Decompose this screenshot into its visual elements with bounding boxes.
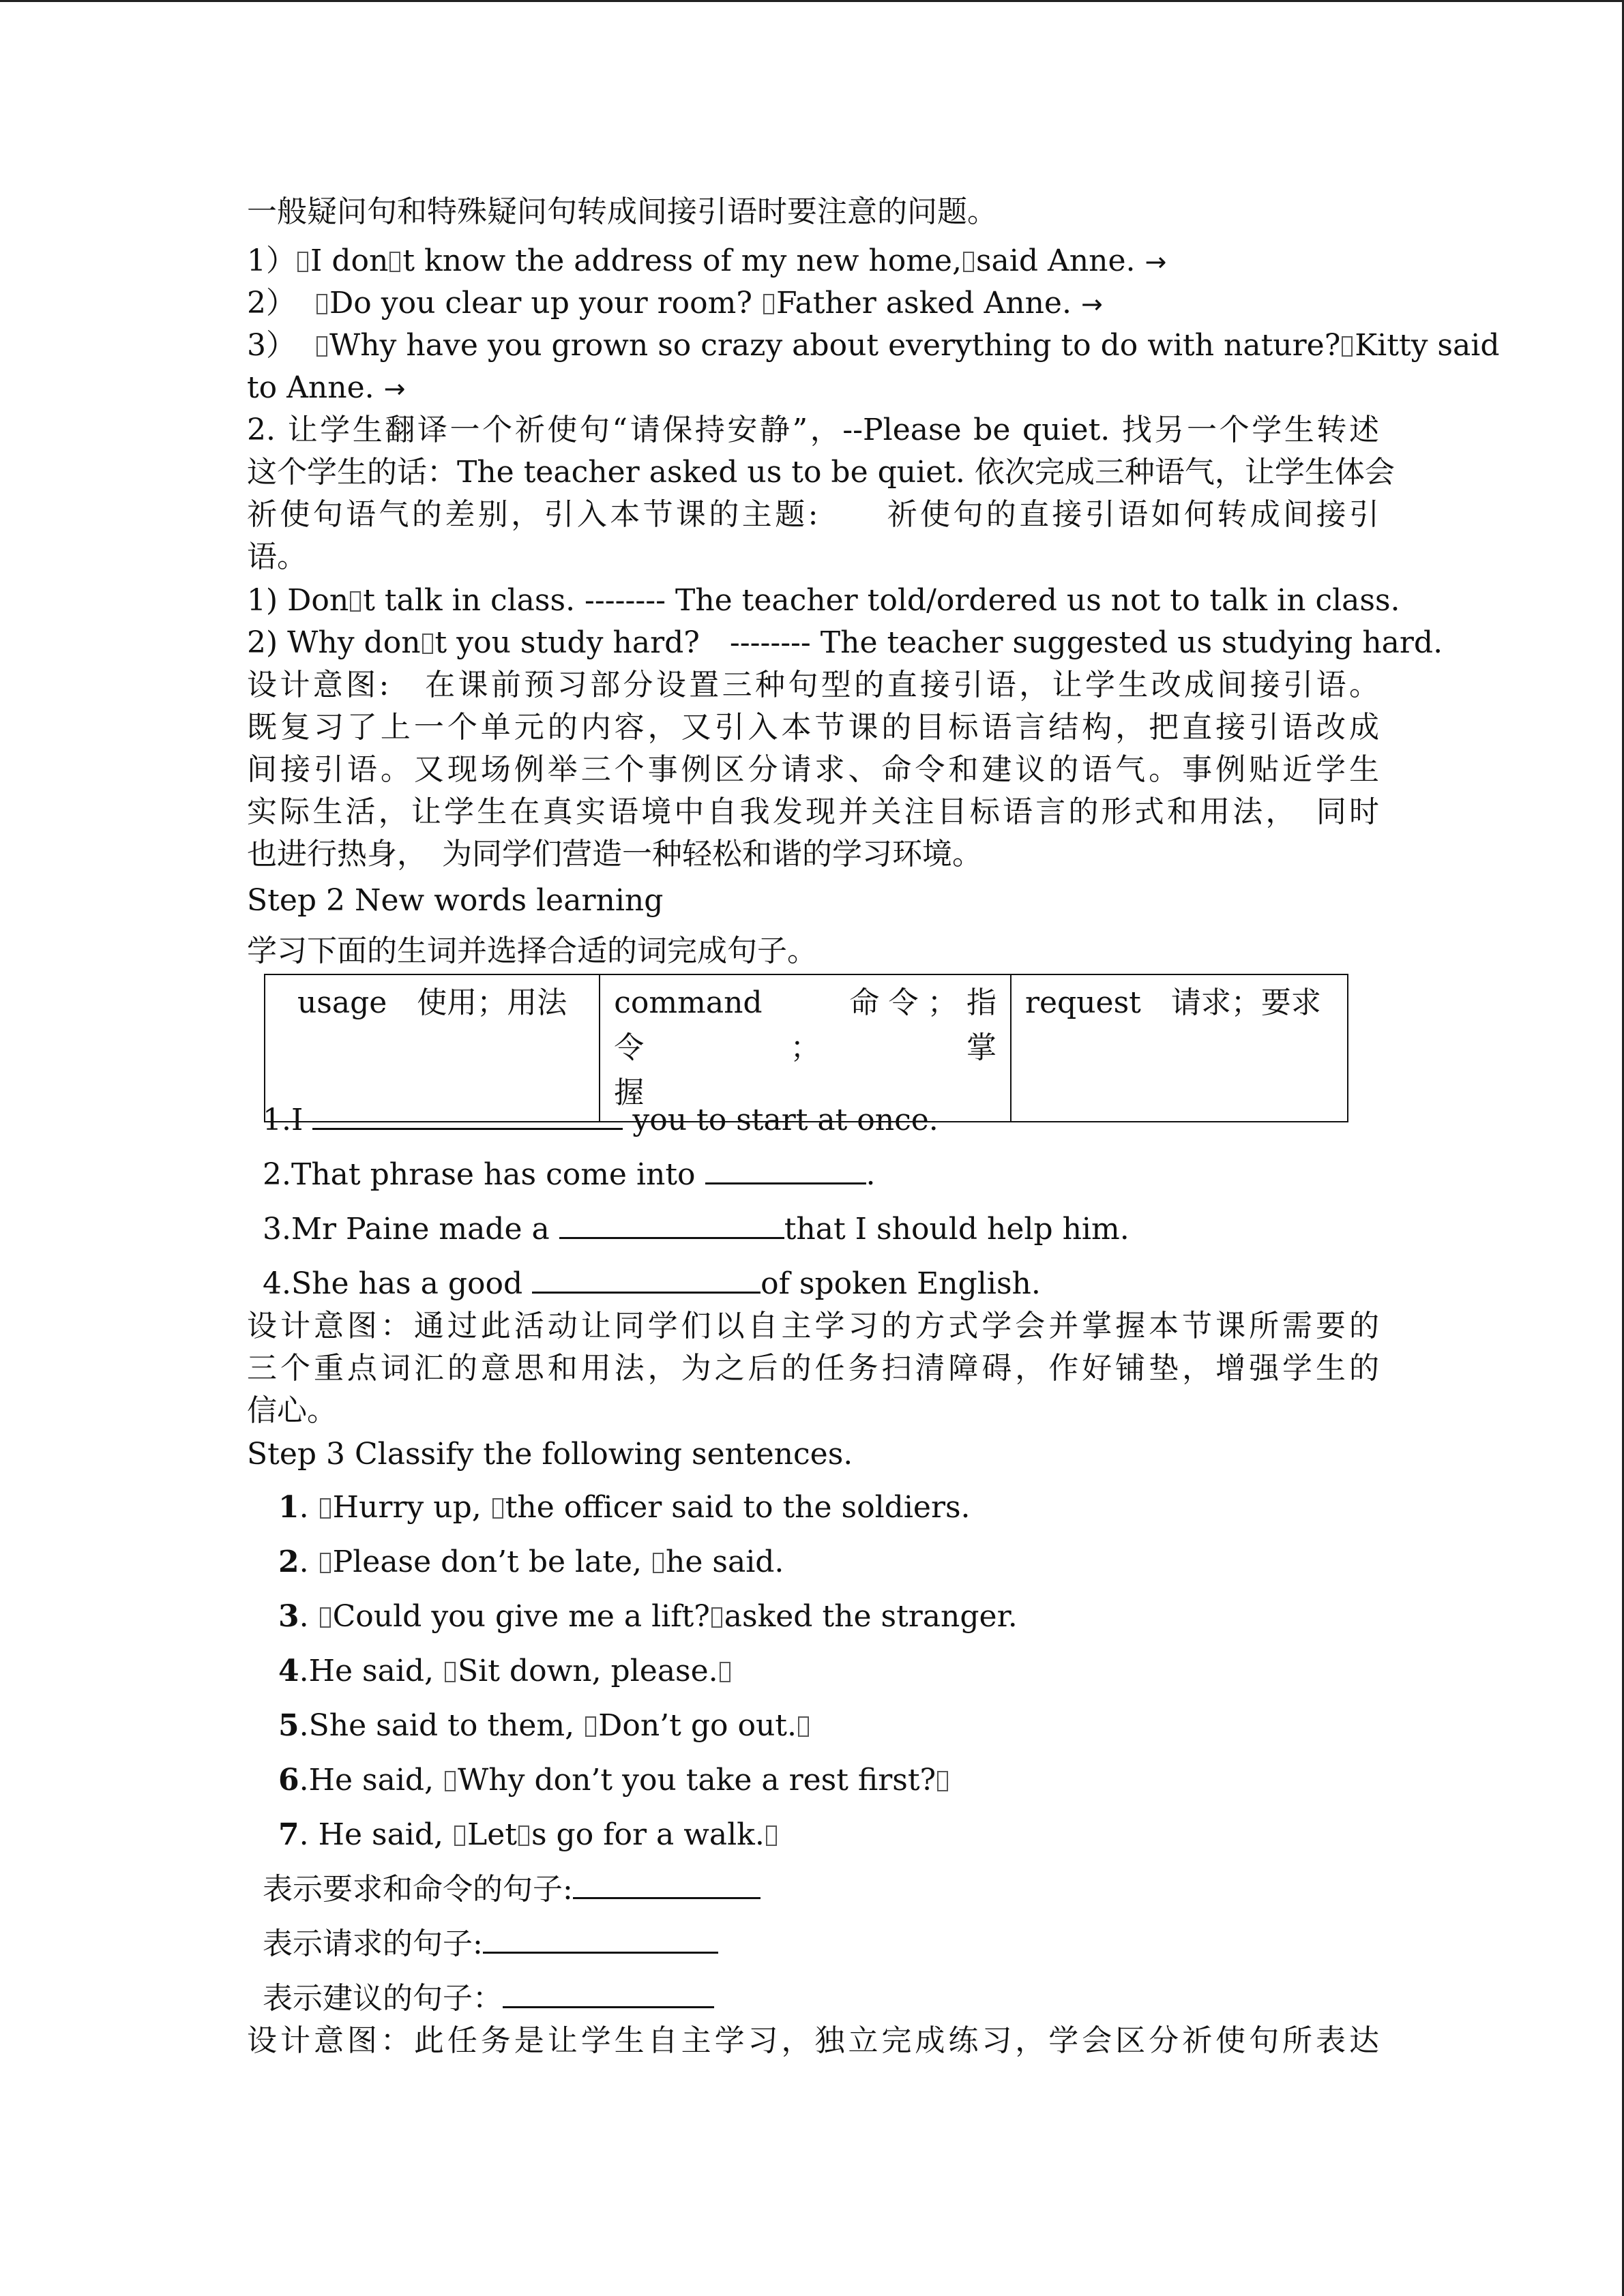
page-border-top (0, 0, 1624, 2)
design1-line-5: 也进行热身， 为同学们营造一种轻松和谐的学习环境。 (247, 837, 982, 871)
imperative-line-3: 祈使句语气的差别，引入本节课的主题: 祈使句的直接引语如何转成间接引 (247, 497, 1379, 532)
design3-line-1: 设计意图：此任务是让学生自主学习，独立完成练习，学会区分祈使句所表达 (247, 2023, 1379, 2058)
category-suggestion: 表示建议的句子： (263, 1978, 1395, 2020)
imperative-line-2: 这个学生的话：The teacher asked us to be quiet. 依次完成三种语气，让学生体会 (247, 455, 1395, 490)
imperative-line-4: 语。 (247, 539, 307, 574)
example-1: 1) Don t talk in class. -------- The teacher told/ordered us not to talk in class. (247, 583, 1400, 618)
classify-item-1: 1. Hurry up, the officer said to the soldiers. (278, 1490, 971, 1525)
vocab-request: request 请求；要求 (1011, 974, 1348, 1122)
classify-item-7: 7. He said, Let s go for a walk. (278, 1814, 1411, 1856)
arrow-icon: → (383, 374, 406, 404)
classify-item-6: 6.He said, Why don’t you take a rest first? (278, 1759, 1411, 1802)
step2-title: Step 2 New words learning (247, 883, 664, 918)
classify-item-2: 2. Please don’t be late, he said. (278, 1545, 784, 1579)
question-1: 1） I don t know the address of my new home, said Anne. → (247, 243, 1167, 278)
design1-line-2: 既复习了上一个单元的内容，又引入本节课的目标语言结构，把直接引语改成 (247, 710, 1379, 745)
design2-line-3: 信心。 (247, 1393, 337, 1428)
design2-line-2: 三个重点词汇的意思和用法，为之后的任务扫清障碍，作好铺垫，增强学生的 (247, 1351, 1379, 1386)
intro-heading: 一般疑问句和特殊疑问句转成间接引语时要注意的问题。 (247, 194, 997, 229)
vocab-command: command 命令；指令；掌 握 (600, 974, 1011, 1122)
question-2: 2） Do you clear up your room? Father asked Anne. → (247, 286, 1103, 320)
classify-item-5: 5.She said to them, Don’t go out. (278, 1705, 1411, 1747)
sentence-1: 1.I you to start at once. (263, 1099, 1395, 1142)
sentence-2: 2.That phrase has come into . (263, 1154, 1395, 1196)
question-3-cont: to Anne. → (247, 370, 406, 405)
question-3: 3） Why have you grown so crazy about everything to do with nature? Kitty said (247, 328, 1500, 363)
design1-line-4: 实际生活，让学生在真实语境中自我发现并关注目标语言的形式和用法， 同时 (247, 794, 1379, 829)
design1-line-3: 间接引语。又现场例举三个事例区分请求、命令和建议的语气。事例贴近学生 (247, 752, 1379, 787)
step2-instruction: 学习下面的生词并选择合适的词完成句子。 (247, 934, 817, 968)
example-2: 2) Why don t you study hard? -------- The teacher suggested us studying hard. (247, 625, 1443, 660)
imperative-line-1: 2. 让学生翻译一个祈使句“请保持安静”，--Please be quiet. 找另一个学生转述 (247, 413, 1379, 447)
design2-line-1: 设计意图：通过此活动让同学们以自主学习的方式学会并掌握本节课所需要的 (247, 1309, 1379, 1343)
design1-line-1: 设计意图: 在课前预习部分设置三种句型的直接引语，让学生改成间接引语。 (247, 668, 1379, 702)
sentence-3: 3.Mr Paine made a that I should help him. (263, 1208, 1395, 1251)
category-request: 表示请求的句子: (263, 1923, 1395, 1965)
category-command: 表示要求和命令的句子: (263, 1868, 1395, 1911)
classify-item-4: 4.He said, Sit down, please. (278, 1650, 1411, 1693)
sentence-4: 4.She has a good of spoken English. (263, 1263, 1395, 1305)
vocab-usage: usage 使用；用法 (265, 974, 600, 1122)
arrow-icon: → (1080, 289, 1103, 319)
step3-title: Step 3 Classify the following sentences. (247, 1437, 853, 1472)
classify-item-3: 3. Could you give me a lift? asked the stranger. (278, 1599, 1018, 1634)
arrow-icon: → (1145, 247, 1167, 277)
